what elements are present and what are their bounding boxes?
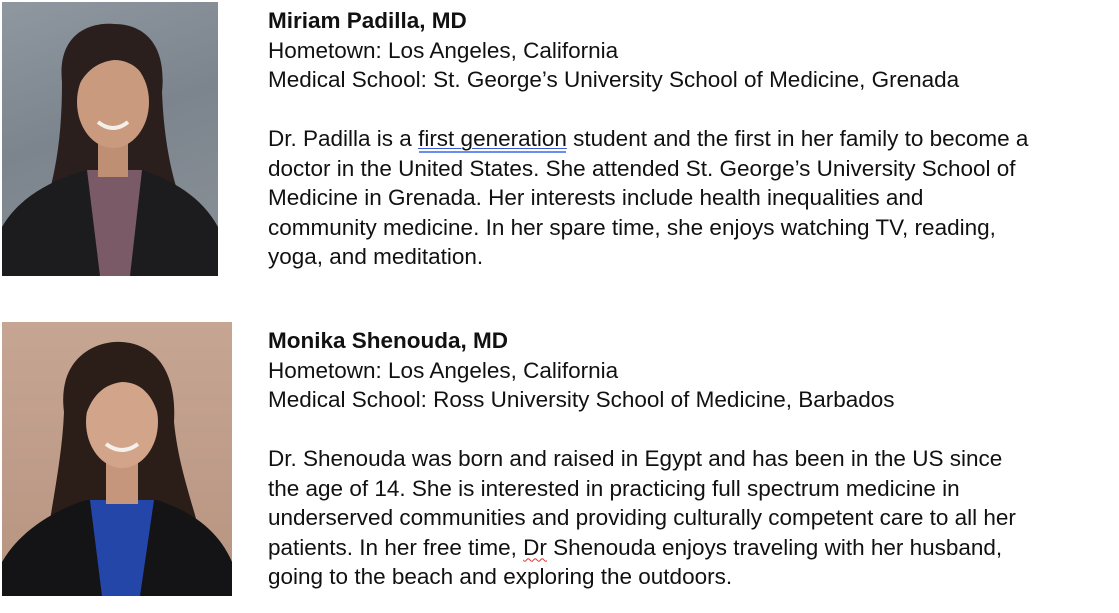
profile-hometown: Hometown: Los Angeles, California [268, 357, 619, 383]
bio-line: yoga, and meditation. [268, 244, 484, 269]
bio-line: Dr. Shenouda was born and raised in Egypt and has been in the US since [268, 446, 1003, 471]
profile-medical-school: Medical School: Ross University School of Medicine, Barbados [268, 387, 895, 412]
profile-bio [268, 124, 1118, 272]
bio-line: community medicine. In her spare time, she enjoys watching TV, reading, [268, 214, 996, 240]
bio-line: the age of 14. She is interested in practicing full spectrum medicine in [268, 475, 960, 501]
bio-line: going to the beach and exploring the outdoors. [268, 564, 733, 589]
profile-hometown: Hometown: Los Angeles, California [268, 37, 619, 63]
bio-text: patients. In her free time, [268, 534, 524, 560]
profile-medical-school: Medical School: St. George’s University School of Medicine, Grenada [268, 67, 960, 92]
bio-line [268, 533, 1118, 563]
bio-text: Shenouda enjoys traveling with her husband, [546, 534, 1003, 560]
headshot-illustration [2, 322, 232, 596]
bio-line: Medicine in Grenada. Her interests include health inequalities and [268, 185, 924, 210]
spelling-flag[interactable]: Dr [523, 534, 547, 560]
bio-line: underserved communities and providing culturally competent care to all her [268, 505, 1016, 530]
profile-bio [268, 444, 1118, 592]
profile-card-shenouda [0, 320, 1119, 610]
paragraph-spacer [268, 415, 1118, 445]
bio-line: doctor in the United States. She attended St. George’s University School of [268, 155, 1016, 181]
profile-text [268, 326, 1118, 592]
paragraph-spacer [268, 95, 1118, 125]
profile-name: Miriam Padilla, MD [268, 8, 467, 33]
profile-text [268, 6, 1118, 272]
bio-text: student and the first in her family to become a [566, 126, 1029, 151]
bio-line [268, 124, 1118, 154]
headshot-photo [2, 2, 218, 276]
headshot-illustration [2, 2, 218, 276]
profile-card-padilla [0, 0, 1119, 285]
profile-name: Monika Shenouda, MD [268, 328, 509, 353]
bio-text: Dr. Padilla is a [268, 126, 419, 151]
headshot-photo [2, 322, 232, 596]
grammar-suggestion[interactable]: first generation [418, 126, 567, 151]
